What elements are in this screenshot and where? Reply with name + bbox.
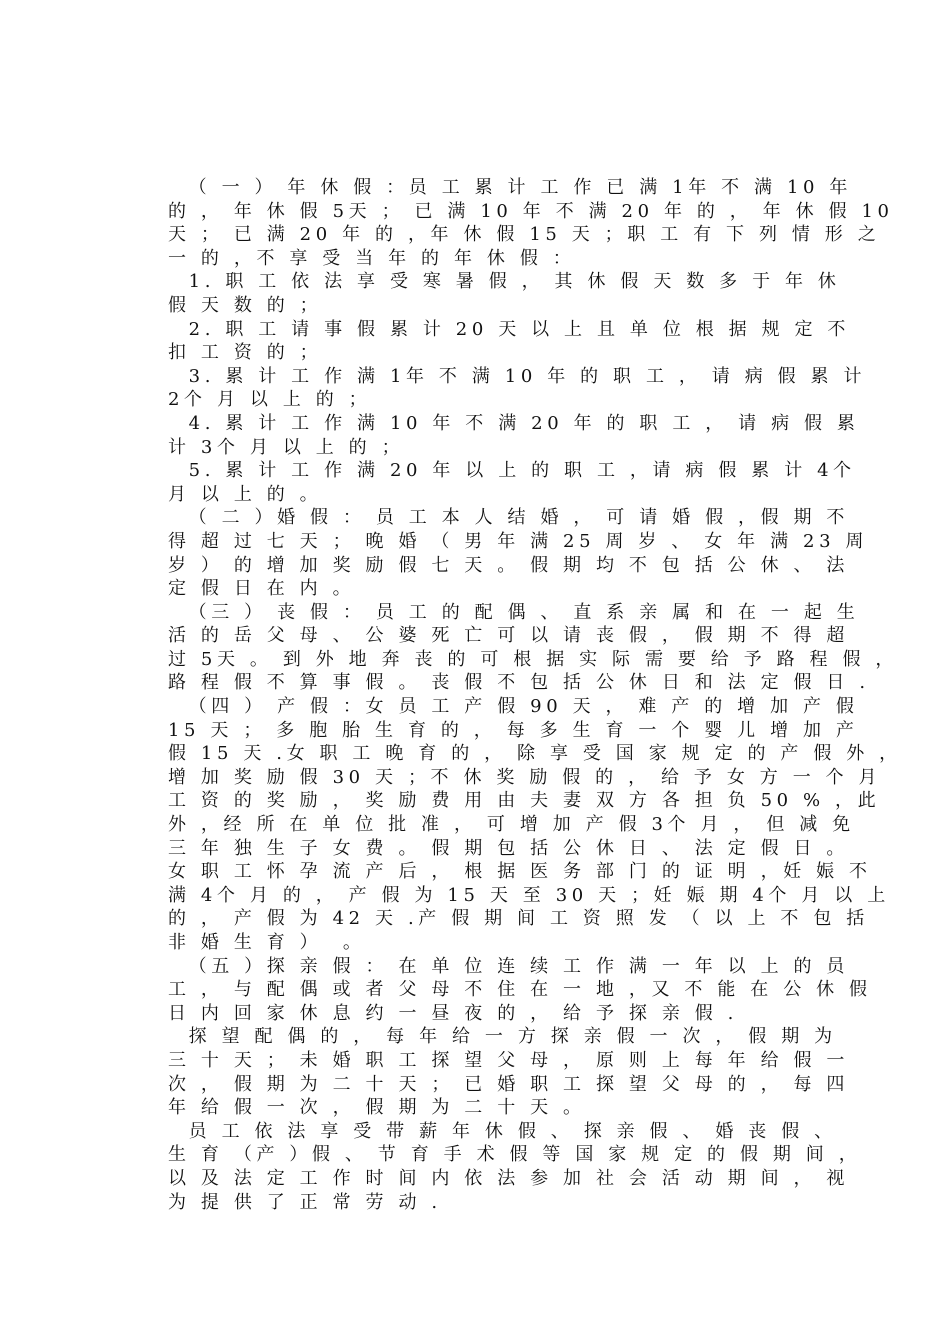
text-line: 岁 ） 的 增 加 奖 励 假 七 天 。 假 期 均 不 包 括 公 休 、 法 bbox=[168, 554, 850, 576]
text-line: 过 5天 。 到 外 地 奔 丧 的 可 根 据 实 际 需 要 给 予 路 程 假 ， bbox=[168, 648, 899, 670]
text-line: 得 超 过 七 天 ； 晚 婚 （ 男 年 满 25 周 岁 、 女 年 满 23 周 bbox=[168, 530, 869, 552]
text-line: 非 婚 生 育 ） 。 bbox=[168, 932, 366, 953]
text-line: 3. 累 计 工 作 满 1年 不 满 10 年 的 职 工 ， 请 病 假 累 计 bbox=[168, 365, 867, 387]
text-line: 15 天 ； 多 胞 胎 生 育 的 ， 每 多 生 育 一 个 婴 儿 增 加 产 bbox=[168, 719, 859, 741]
text-line: 日 内 回 家 休 息 约 一 昼 夜 的 ， 给 予 探 亲 假 . bbox=[168, 1002, 738, 1024]
text-line: 2个 月 以 上 的 ； bbox=[168, 389, 372, 411]
text-line: 探 望 配 偶 的 ， 每 年 给 一 方 探 亲 假 一 次 ， 假 期 为 bbox=[168, 1026, 837, 1048]
text-line: 满 4个 月 的 ， 产 假 为 15 天 至 30 天 ；妊 娠 期 4个 月 以 上 bbox=[168, 884, 890, 906]
leave-policy-text bbox=[168, 176, 902, 1214]
text-line: 假 15 天 .女 职 工 晚 育 的 ， 除 享 受 国 家 规 定 的 产 假 外 ， bbox=[168, 743, 902, 765]
text-line: （ 二 ）婚 假 ： 员 工 本 人 结 婚 ， 可 请 婚 假 ，假 期 不 bbox=[168, 507, 850, 529]
text-line: 路 程 假 不 算 事 假 。 丧 假 不 包 括 公 休 日 和 法 定 假 日 . bbox=[168, 672, 870, 694]
text-line: （四 ） 产 假 ：女 员 工 产 假 90 天 ， 难 产 的 增 加 产 假 bbox=[168, 696, 859, 718]
text-line: 女 职 工 怀 孕 流 产 后 ， 根 据 医 务 部 门 的 证 明 ，妊 娠 不 bbox=[168, 861, 872, 883]
text-line: 的 ， 年 休 假 5天 ； 已 满 10 年 不 满 20 年 的 ， 年 休 假 10 bbox=[168, 200, 894, 222]
text-line: 工 资 的 奖 励 ， 奖 励 费 用 由 夫 妻 双 方 各 担 负 50 % ，此 bbox=[168, 790, 881, 812]
text-line: 员 工 依 法 享 受 带 薪 年 休 假 、 探 亲 假 、 婚 丧 假 、 bbox=[168, 1120, 837, 1142]
text-line: 外 ，经 所 在 单 位 批 准 ， 可 增 加 产 假 3个 月 ， 但 减 免 bbox=[168, 814, 855, 836]
text-line: 生 育 （产 ）假 、 节 育 手 术 假 等 国 家 规 定 的 假 期 间 ， bbox=[168, 1144, 862, 1166]
text-line: 以 及 法 定 工 作 时 间 内 依 法 参 加 社 会 活 动 期 间 ， 视 bbox=[168, 1167, 850, 1189]
text-line: 月 以 上 的 。 bbox=[168, 483, 323, 505]
text-line: 一 的 ，不 享 受 当 年 的 年 休 假 ： bbox=[168, 247, 576, 269]
text-line: 的 ， 产 假 为 42 天 .产 假 期 间 工 资 照 发 （ 以 上 不 包 括 bbox=[168, 908, 869, 930]
text-line: 为 提 供 了 正 常 劳 动 . bbox=[168, 1191, 442, 1213]
text-line: 扣 工 资 的 ； bbox=[168, 342, 323, 364]
text-line: 定 假 日 在 内 。 bbox=[168, 578, 356, 600]
text-line: 三 十 天 ； 未 婚 职 工 探 望 父 母 ， 原 则 上 每 年 给 假 一 bbox=[168, 1049, 850, 1071]
text-line: 计 3个 月 以 上 的 ； bbox=[168, 436, 405, 458]
text-line: （ 一 ） 年 休 假 ：员 工 累 计 工 作 已 满 1年 不 满 10 年 bbox=[168, 177, 852, 198]
text-line: 4. 累 计 工 作 满 10 年 不 满 20 年 的 职 工 ， 请 病 假 累 bbox=[168, 412, 860, 434]
text-line: 2. 职 工 请 事 假 累 计 20 天 以 上 且 单 位 根 据 规 定 不 bbox=[168, 318, 851, 340]
text-line: 工 ， 与 配 偶 或 者 父 母 不 住 在 一 地 ，又 不 能 在 公 休 假 bbox=[168, 979, 872, 1001]
text-line: 三 年 独 生 子 女 费 。 假 期 包 括 公 休 日 、 法 定 假 日 。 bbox=[168, 837, 850, 859]
text-line: （五 ）探 亲 假 ： 在 单 位 连 续 工 作 满 一 年 以 上 的 员 bbox=[168, 955, 850, 977]
text-line: 1. 职 工 依 法 享 受 寒 暑 假 ， 其 休 假 天 数 多 于 年 休 bbox=[168, 271, 841, 293]
text-line: 天 ； 已 满 20 年 的 ，年 休 假 15 天 ；职 工 有 下 列 情 形 之 bbox=[168, 224, 881, 246]
text-line: 年 给 假 一 次 ， 假 期 为 二 十 天 。 bbox=[168, 1097, 586, 1119]
text-line: （三 ） 丧 假 ： 员 工 的 配 偶 、 直 系 亲 属 和 在 一 起 生 bbox=[168, 601, 860, 623]
text-line: 活 的 岳 父 母 、 公 婆 死 亡 可 以 请 丧 假 ， 假 期 不 得 超 bbox=[168, 625, 850, 647]
text-line: 增 加 奖 励 假 30 天 ；不 休 奖 励 假 的 ， 给 予 女 方 一 个 月 bbox=[168, 766, 882, 788]
text-line: 假 天 数 的 ； bbox=[168, 294, 323, 316]
text-line: 次 ， 假 期 为 二 十 天 ； 已 婚 职 工 探 望 父 母 的 ， 每 四 bbox=[168, 1073, 850, 1095]
text-line: 5. 累 计 工 作 满 20 年 以 上 的 职 工 ，请 病 假 累 计 4个 bbox=[168, 460, 856, 482]
